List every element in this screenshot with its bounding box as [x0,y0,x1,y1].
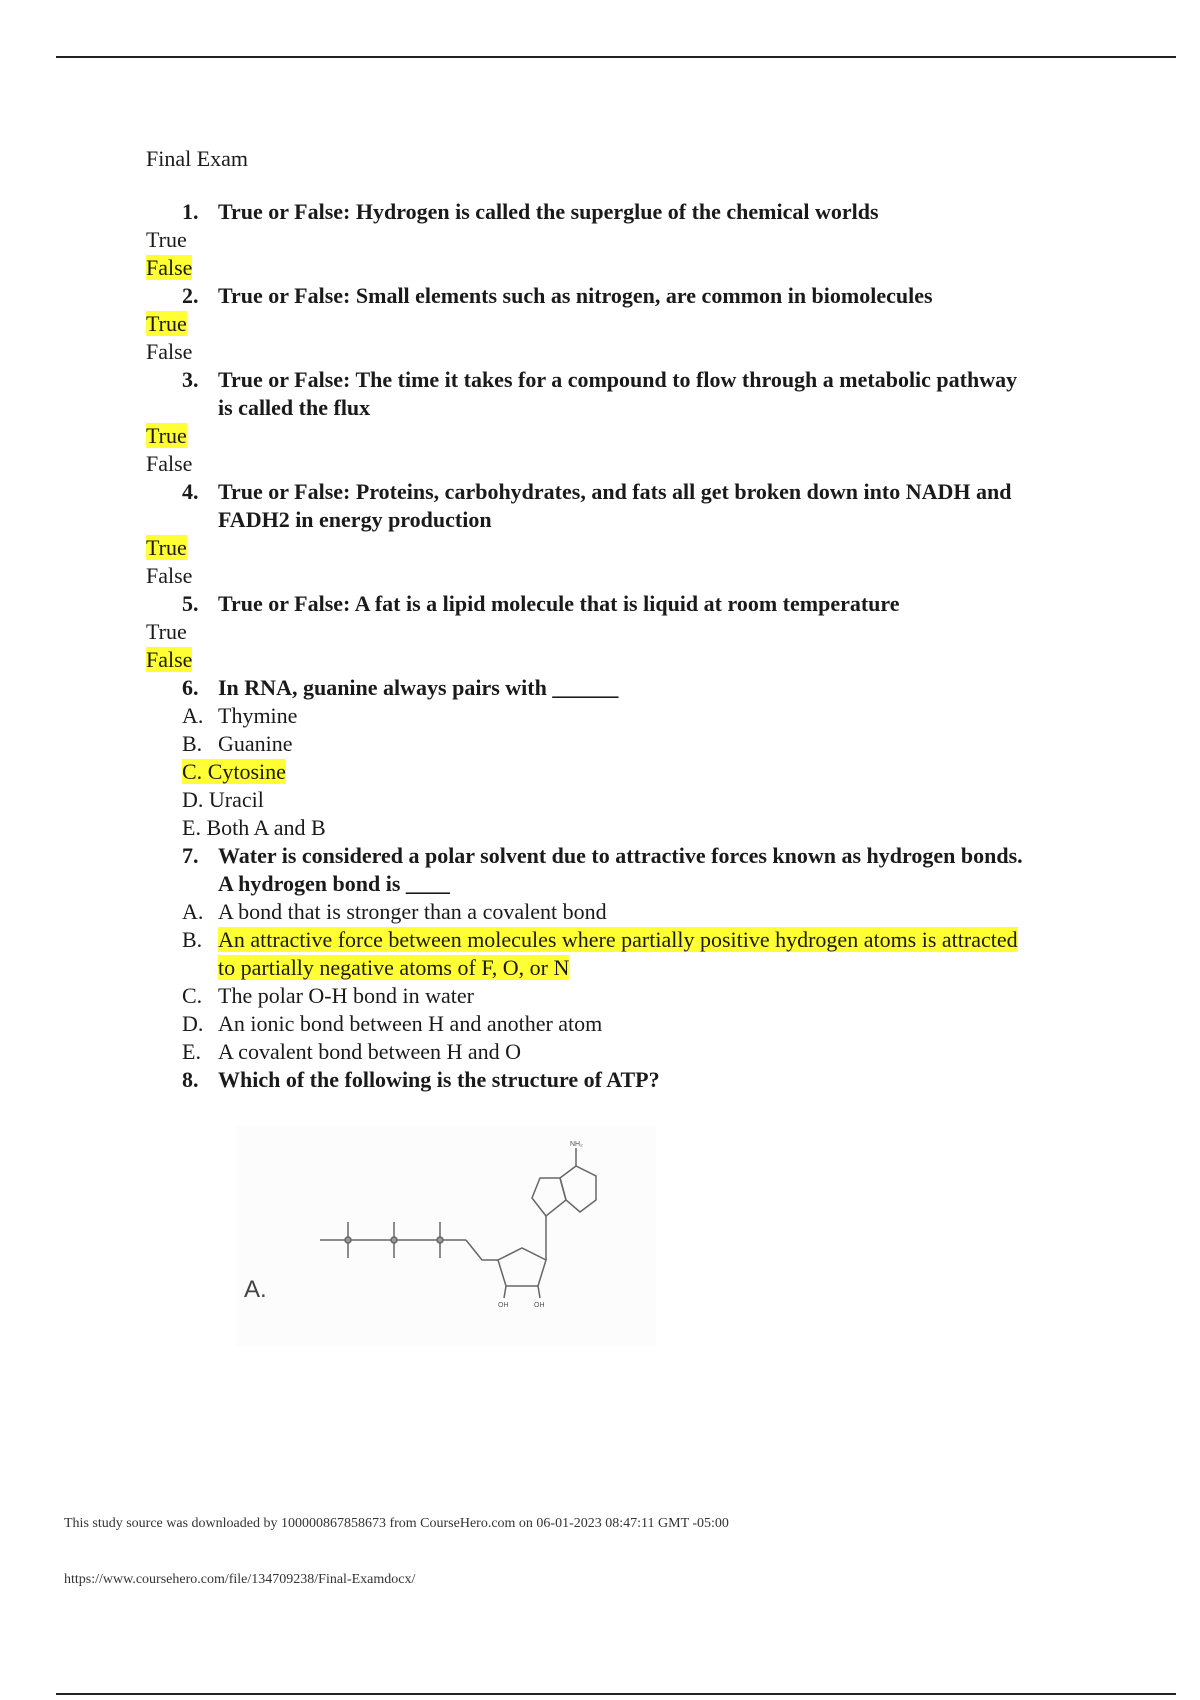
phosphate-3-atom [437,1237,443,1243]
question-7 [146,842,1026,898]
question-text: True or False: Hydrogen is called the superglue of the chemical worlds [218,199,879,224]
question-number: 7. [182,843,199,868]
question-number: 8. [182,1067,199,1092]
amine-label: NH₂ [570,1141,583,1148]
question-number: 2. [182,283,199,308]
answer-option: E. Both A and B [182,815,326,840]
question-number: 5. [182,591,199,616]
oh-left-bond [504,1286,506,1298]
answer-option: A. A bond that is stronger than a covalent bond [182,899,607,924]
answer-option: D. An ionic bond between H and another atom [182,1011,603,1036]
answer-option-highlighted: True [146,535,187,560]
answer-option: False [146,451,193,476]
answer-option-highlighted: True [146,311,187,336]
download-notice: This study source was downloaded by 100000867858673 from CourseHero.com on 06-01-2023 08:47:11 GMT -05:00 [64,1516,729,1531]
hydroxyl-label-left: OH [498,1302,509,1309]
answer-option: E. A covalent bond between H and O [182,1039,522,1064]
question-text: True or False: The time it takes for a compound to flow through a metabolic pathway is called the flux [218,367,1018,420]
source-url[interactable]: https://www.coursehero.com/file/134709238/Final-Examdocx/ [64,1572,416,1587]
question-number: 1. [182,199,199,224]
question-1 [146,198,1026,226]
question-8 [146,1066,1026,1094]
answer-option: A. Thymine [182,703,298,728]
answer-option-highlighted: C. Cytosine [182,759,286,784]
answer-option: D. Uracil [182,787,264,812]
question-5 [146,590,1026,618]
answer-option-highlighted: False [146,647,193,672]
question-text: Which of the following is the structure of ATP? [218,1067,660,1092]
answer-option: C. The polar O-H bond in water [182,983,474,1008]
answer-option: B. Guanine [182,731,293,756]
answer-option: True [146,227,187,252]
question-number: 3. [182,367,199,392]
atp-structure-figure [236,1126,656,1346]
question-3 [146,366,1026,422]
answer-option-highlighted: B. An attractive force between molecules where partially positive hydrogen atoms is attracted to partially negative atoms of F, O, or N [182,927,1018,980]
question-6 [146,674,1026,702]
ribose-link-bond [466,1240,498,1260]
top-rule [56,56,1176,58]
question-4 [146,478,1026,534]
ribose-ring [498,1248,546,1286]
adenine-pyrimidine-ring [560,1166,596,1212]
question-number: 6. [182,675,199,700]
answer-option-highlighted: False [146,255,193,280]
phosphate-2-atom [391,1237,397,1243]
bottom-rule [56,1693,1176,1695]
hydroxyl-label-right: OH [534,1302,545,1309]
atp-molecule-diagram [236,1126,656,1346]
phosphate-1-atom [345,1237,351,1243]
question-2 [146,282,1026,310]
question-list [146,198,1026,1094]
answer-option-highlighted: True [146,423,187,448]
question-text: True or False: Small elements such as nitrogen, are common in biomolecules [218,283,933,308]
question-text: True or False: A fat is a lipid molecule that is liquid at room temperature [218,591,900,616]
answer-option: False [146,339,193,364]
question-text: In RNA, guanine always pairs with ______ [218,675,619,700]
question-text: Water is considered a polar solvent due to attractive forces known as hydrogen bonds. A hydrogen bond is ____ [218,843,1023,896]
answer-option: False [146,563,193,588]
document-title: Final Exam [146,146,249,171]
question-text: True or False: Proteins, carbohydrates, and fats all get broken down into NADH and FADH2 in energy production [218,479,1012,532]
answer-option: True [146,619,187,644]
question-number: 4. [182,479,199,504]
oh-right-bond [538,1286,540,1298]
figure-option-label: A. [244,1276,267,1303]
